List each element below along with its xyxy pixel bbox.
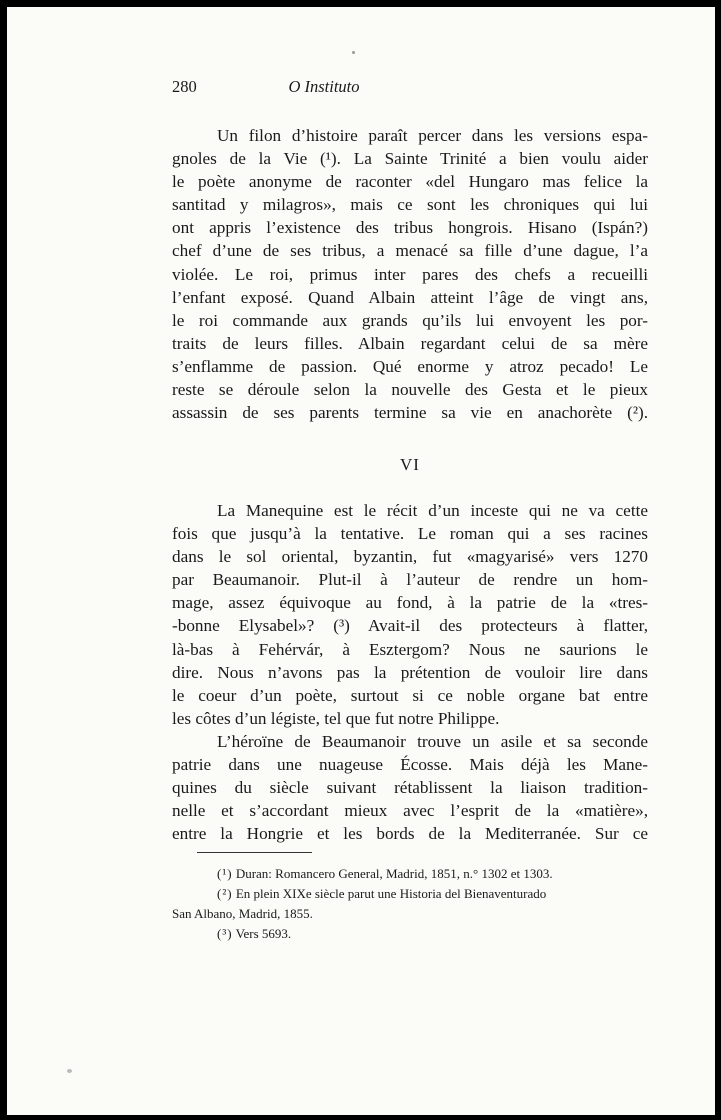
text-line: reste se déroule selon la nouvelle des Gesta et le pieux: [172, 380, 648, 400]
footnote-2: [172, 884, 648, 904]
text-line: -bonne Elysabel»? (³) Avait-il des protecteurs à flatter,: [172, 616, 648, 636]
footnote-3: [172, 924, 648, 944]
text-line: traits de leurs filles. Albain regardant celui de sa mère: [172, 333, 648, 353]
text-line: La Manequine est le récit d’un inceste qui ne va cette: [217, 501, 648, 520]
running-head: [172, 77, 476, 99]
text-line: patrie dans une nuageuse Écosse. Mais déjà les Mane-: [172, 755, 648, 775]
text-line: santitad y milagros», mais ce sont les chroniques qui lui: [172, 195, 648, 215]
paragraph-3: [172, 730, 648, 845]
text-line: ont appris l’existence des tribus hongrois. Hisano (Ispán?): [172, 218, 648, 238]
footnote-text: Vers 5693.: [235, 926, 292, 941]
document-page: [7, 7, 715, 1115]
text-line: L’héroïne de Beaumanoir trouve un asile et sa seconde: [217, 732, 648, 751]
text-line: gnoles de la Vie (¹). La Sainte Trinité a bien voulu aider: [172, 149, 648, 169]
text-line: nelle et s’accordant mieux avec l’esprit de la «matière»,: [172, 801, 648, 821]
text-line: quines du siècle suivant rétablissent la liaison tradition-: [172, 778, 648, 798]
footnote-mark: (²): [217, 886, 233, 901]
text-line: chef d’une de ses tribus, a menacé sa fille d’une dague, l’a: [172, 241, 648, 261]
footnote-1: [172, 864, 648, 884]
text-line: s’enflamme de passion. Qué enorme y atroz pecado! Le: [172, 356, 648, 376]
text-line: par Beaumanoir. Plut-il à l’auteur de rendre un hom-: [172, 570, 648, 590]
text-line: dans le sol oriental, byzantin, fut «magyarisé» vers 1270: [172, 547, 648, 567]
text-line: mage, assez équivoque au fond, à la patrie de la «tres-: [172, 593, 648, 613]
text-line: là-bas à Fehérvár, à Esztergom? Nous ne saurions le: [172, 639, 648, 659]
text-line: l’enfant exposé. Quand Albain atteint l’âge de vingt ans,: [172, 287, 648, 307]
text-line: violée. Le roi, primus inter pares des chefs a recueilli: [172, 264, 648, 284]
section-number: VI: [400, 455, 420, 474]
paper-speck: [67, 1069, 72, 1073]
paragraph-2: [172, 499, 648, 730]
text-line: fois que jusqu’à la tentative. Le roman qui a ses racines: [172, 524, 648, 544]
footnote-mark: (¹): [217, 866, 233, 881]
journal-title: O Instituto: [288, 77, 360, 96]
footnote-2-continued: [172, 904, 648, 924]
text-line: entre la Hongrie et les bords de la Mediterranée. Sur ce: [172, 824, 648, 844]
paragraph-1: [172, 124, 648, 424]
footnotes: [172, 864, 648, 944]
text-line: le coeur d’un poète, surtout si ce noble organe bat entre: [172, 685, 648, 705]
text-line: assassin de ses parents termine sa vie en anachorète (²).: [172, 403, 648, 423]
text-line: le roi commande aux grands qu’ils lui envoyent les por-: [172, 310, 648, 330]
text-line: dire. Nous n’avons pas la prétention de vouloir lire dans: [172, 662, 648, 682]
text-line: les côtes d’un légiste, tel que fut notre Philippe.: [172, 708, 500, 728]
page-number: 280: [172, 77, 197, 96]
paper-speck: [352, 51, 355, 54]
text-line: Un filon d’histoire paraît percer dans les versions espa-: [217, 126, 648, 145]
footnote-text: San Albano, Madrid, 1855.: [172, 906, 313, 921]
footnote-text: Duran: Romancero General, Madrid, 1851, n.° 1302 et 1303.: [235, 866, 553, 881]
footnote-divider: [197, 852, 312, 853]
footnote-mark: (³): [217, 926, 233, 941]
footnote-text: En plein XIXe siècle parut une Historia del Bienaventurado: [235, 886, 547, 901]
text-line: le poète anonyme de raconter «del Hungaro mas felice la: [172, 172, 648, 192]
